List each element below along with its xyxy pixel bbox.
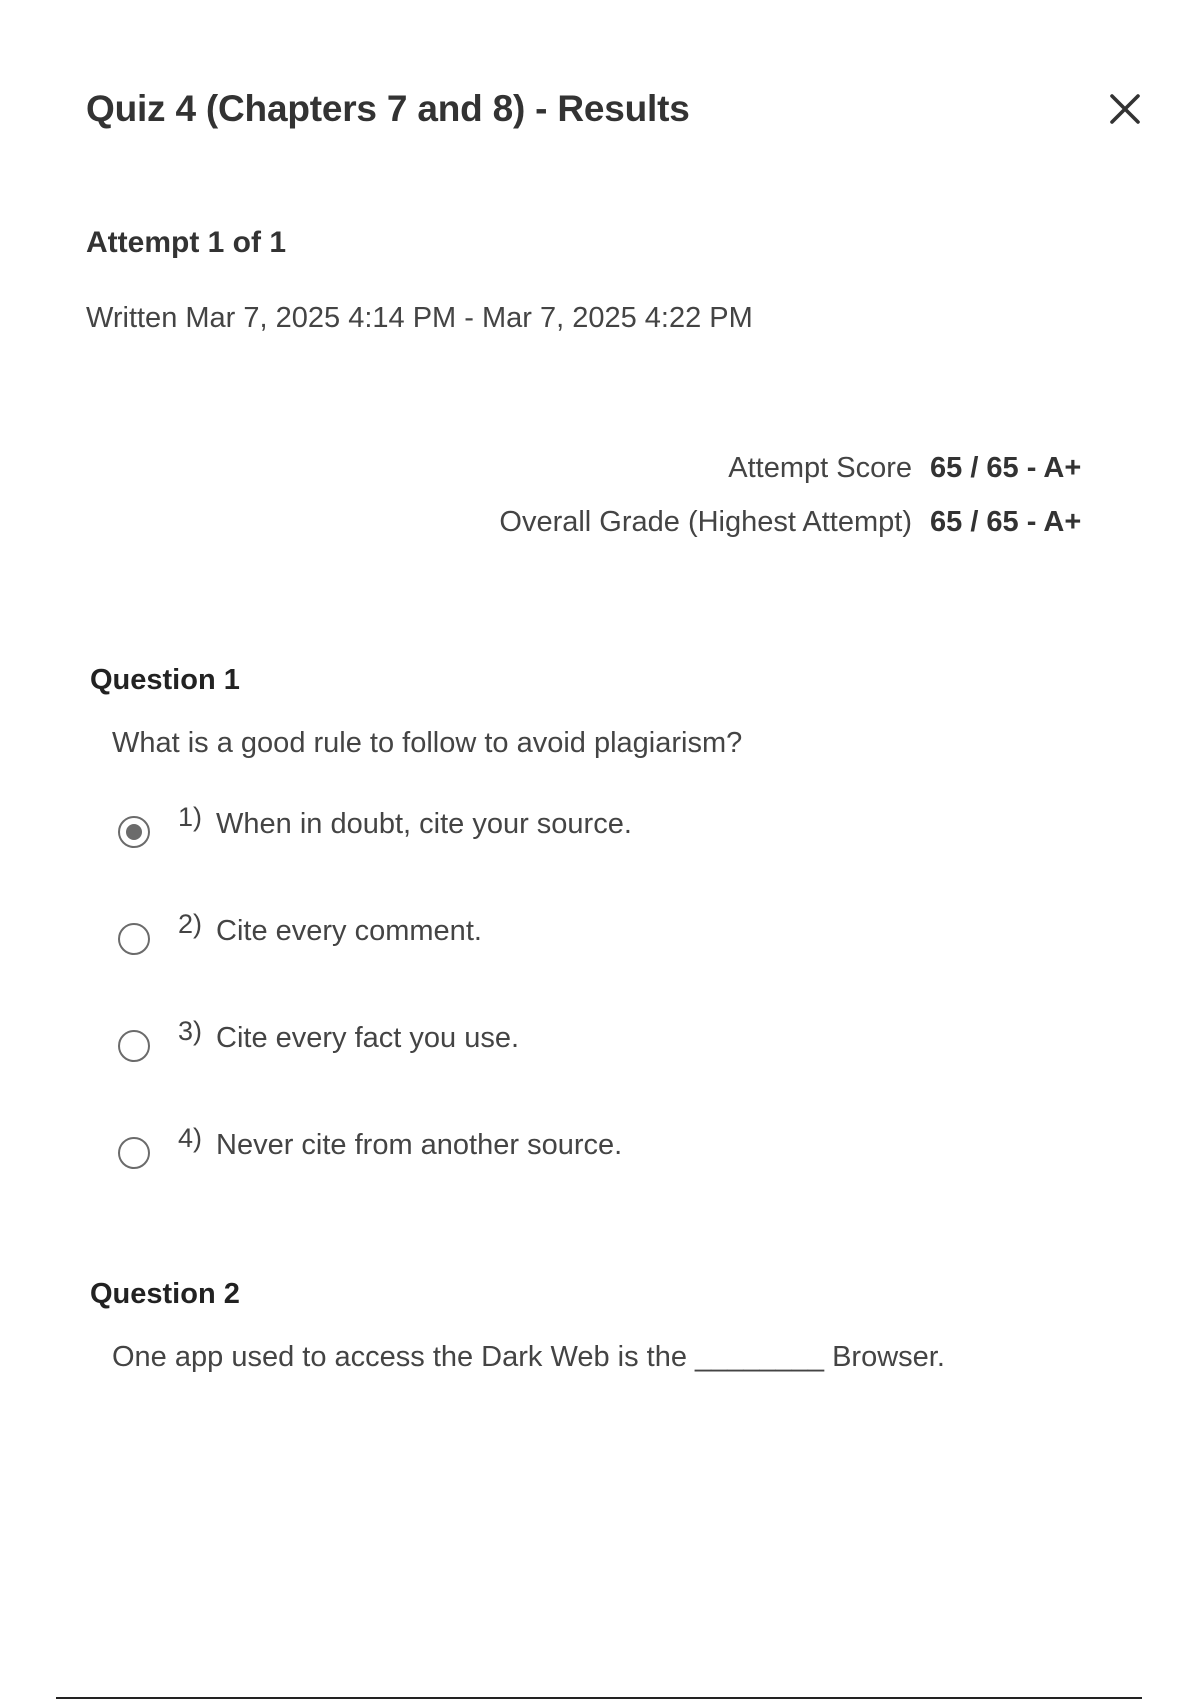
dialog-title: Quiz 4 (Chapters 7 and 8) - Results	[86, 88, 690, 129]
option-text: Cite every comment.	[216, 915, 482, 947]
attempt-score-label: Attempt Score	[728, 452, 912, 484]
close-icon	[1108, 92, 1142, 126]
radio-selected[interactable]	[118, 816, 150, 848]
option-number: 4)	[178, 1123, 203, 1153]
question-text: One app used to access the Dark Web is the ________ Browser.	[112, 1341, 945, 1373]
option-text: Cite every fact you use.	[216, 1022, 520, 1054]
overall-grade-row	[499, 506, 1100, 560]
attempt-written-time: Written Mar 7, 2025 4:14 PM - Mar 7, 2025 4:22 PM	[86, 302, 753, 334]
question-heading: Question 1	[90, 664, 240, 696]
radio-unselected[interactable]	[118, 1030, 150, 1062]
answer-options	[118, 802, 1130, 1230]
question-heading: Question 2	[90, 1278, 240, 1310]
answer-option-4[interactable]	[118, 1123, 1130, 1230]
answer-option-3[interactable]	[118, 1016, 1130, 1123]
option-text: Never cite from another source.	[216, 1129, 623, 1161]
answer-option-2[interactable]	[118, 909, 1130, 1016]
overall-grade-label: Overall Grade (Highest Attempt)	[499, 506, 912, 538]
option-number: 3)	[178, 1016, 203, 1046]
answer-option-1[interactable]	[118, 802, 1130, 909]
question-text: What is a good rule to follow to avoid plagiarism?	[112, 727, 743, 759]
radio-unselected[interactable]	[118, 923, 150, 955]
question-1	[90, 664, 1130, 1230]
score-summary	[499, 452, 1100, 560]
option-text: When in doubt, cite your source.	[216, 808, 632, 840]
option-number: 1)	[178, 802, 203, 832]
overall-grade-value: 65 / 65 - A+	[930, 506, 1082, 538]
attempt-title: Attempt 1 of 1	[86, 226, 287, 259]
radio-unselected[interactable]	[118, 1137, 150, 1169]
dialog-header	[86, 84, 1146, 134]
option-number: 2)	[178, 909, 203, 939]
attempt-score-value: 65 / 65 - A+	[930, 452, 1082, 484]
question-2	[90, 1278, 1130, 1374]
close-button[interactable]	[1104, 88, 1146, 130]
attempt-score-row	[499, 452, 1100, 506]
divider	[56, 1697, 1142, 1699]
